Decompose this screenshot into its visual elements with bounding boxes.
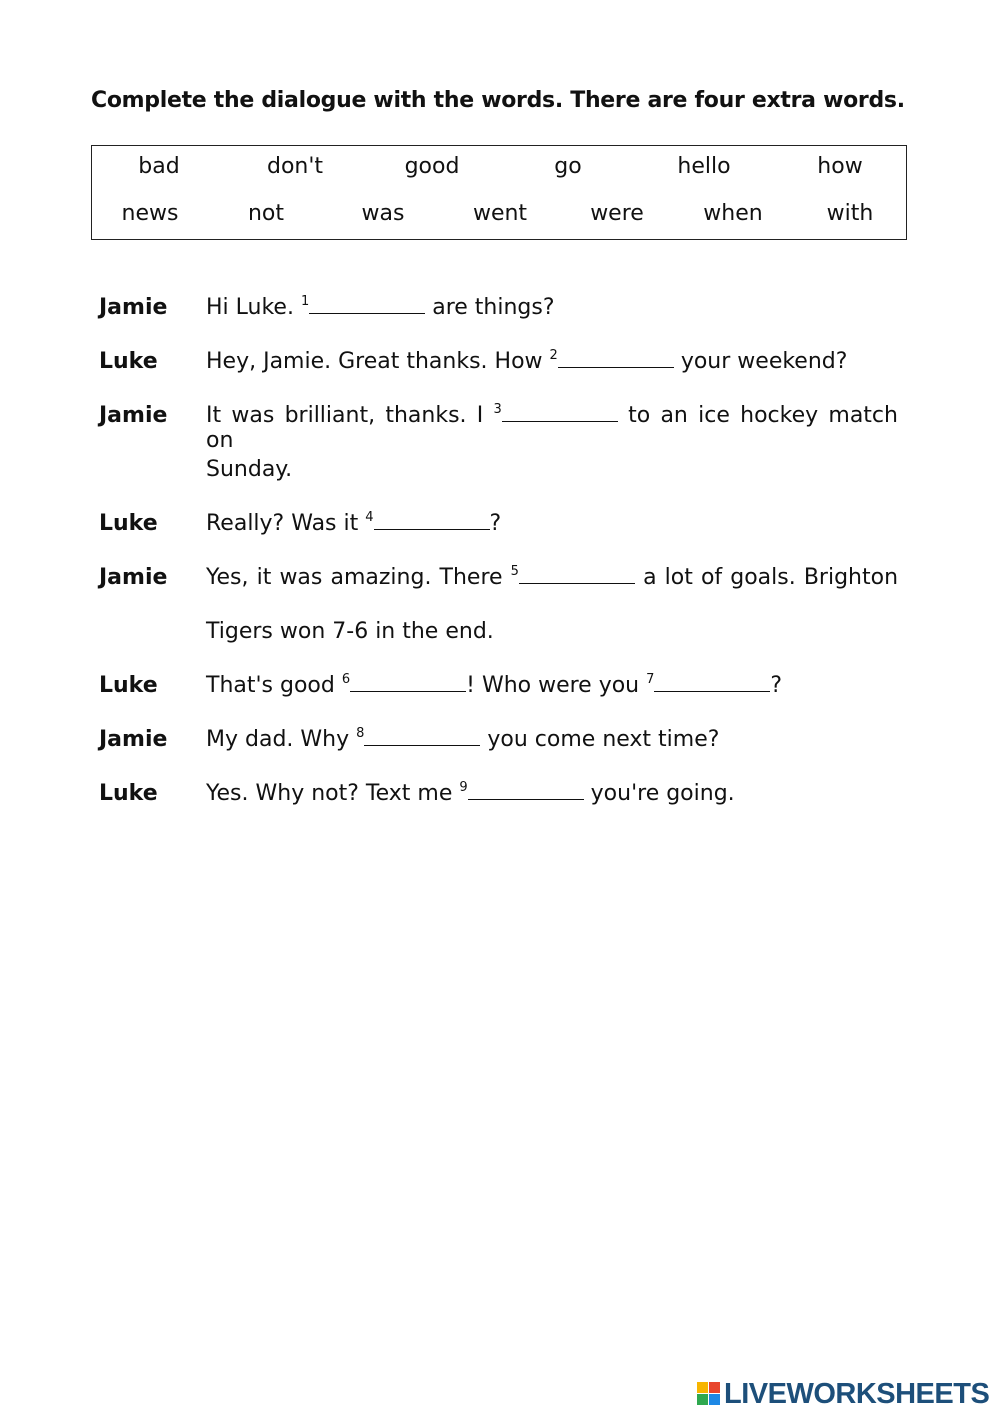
answer-blank[interactable] — [364, 727, 480, 746]
line-text: Yes. Why not? Text me — [206, 781, 453, 806]
word-option: hello — [677, 154, 731, 179]
line-continuation: Sunday. — [206, 457, 293, 482]
gap-number: 9 — [459, 780, 468, 795]
logo-cubes-icon — [697, 1382, 721, 1406]
dialogue-line — [206, 295, 555, 320]
word-option: were — [590, 201, 644, 226]
gap-number: 7 — [646, 672, 655, 687]
word-option: with — [826, 201, 874, 226]
answer-blank[interactable] — [519, 565, 635, 584]
word-box — [91, 145, 907, 240]
speaker-name: Jamie — [99, 295, 168, 320]
line-text: are things? — [432, 295, 555, 320]
line-text: My dad. Why — [206, 727, 350, 752]
line-text: you're going. — [590, 781, 735, 806]
answer-blank[interactable] — [374, 511, 490, 530]
word-option: when — [703, 201, 763, 226]
line-text: your weekend? — [680, 349, 848, 374]
answer-blank[interactable] — [350, 673, 466, 692]
dialogue-line — [206, 781, 735, 806]
speaker-name: Luke — [99, 673, 158, 698]
dialogue-line — [206, 349, 847, 374]
answer-blank[interactable] — [309, 295, 425, 314]
line-text: Yes, it was amazing. There — [206, 565, 503, 590]
answer-blank[interactable] — [502, 403, 618, 422]
speaker-name: Jamie — [99, 727, 168, 752]
line-text: Really? Was it — [206, 511, 359, 536]
gap-number: 3 — [493, 402, 502, 417]
word-option: don't — [266, 154, 324, 179]
gap-number: 6 — [341, 672, 351, 687]
dialogue-line — [206, 673, 782, 698]
word-option: not — [247, 201, 285, 226]
word-box-row-2 — [92, 201, 906, 231]
line-text: Hey, Jamie. Great thanks. How — [206, 349, 543, 374]
speaker-name: Luke — [99, 349, 158, 374]
word-option: how — [817, 154, 863, 179]
gap-number: 5 — [510, 564, 519, 579]
gap-number: 2 — [549, 348, 558, 363]
instruction-heading: Complete the dialogue with the words. There are four extra words. — [91, 88, 905, 113]
line-text: Hi Luke. — [206, 295, 294, 320]
line-text: ? — [770, 673, 783, 698]
word-option: went — [472, 201, 528, 226]
line-text: ! Who were you — [466, 673, 640, 698]
answer-blank[interactable] — [558, 349, 674, 368]
line-text: you come next time? — [487, 727, 720, 752]
answer-blank[interactable] — [468, 781, 584, 800]
dialogue-line — [206, 727, 719, 752]
dialogue-line — [206, 403, 898, 453]
speaker-name: Luke — [99, 511, 158, 536]
answer-blank[interactable] — [654, 673, 770, 692]
word-option: was — [361, 201, 405, 226]
gap-number: 8 — [356, 726, 365, 741]
speaker-name: Jamie — [99, 403, 168, 428]
line-text: It was brilliant, thanks. I — [206, 403, 484, 428]
dialogue-line — [206, 565, 898, 590]
line-text: a lot of goals. Brighton — [643, 565, 899, 590]
word-option: news — [121, 201, 179, 226]
line-text: ? — [489, 511, 502, 536]
word-option: bad — [138, 154, 180, 179]
speaker-name: Jamie — [99, 565, 168, 590]
gap-number: 4 — [365, 510, 374, 525]
line-continuation: Tigers won 7-6 in the end. — [206, 619, 494, 644]
speaker-name: Luke — [99, 781, 158, 806]
dialogue-line — [206, 511, 501, 536]
line-text: That's good — [206, 673, 335, 698]
line-text: to an ice hockey match on — [206, 403, 898, 453]
word-option: good — [404, 154, 460, 179]
liveworksheets-logo — [697, 1378, 989, 1410]
word-option: go — [554, 154, 582, 179]
word-box-row-1 — [92, 154, 906, 184]
gap-number: 1 — [300, 294, 310, 309]
logo-text: LIVEWORKSHEETS — [724, 1377, 990, 1410]
